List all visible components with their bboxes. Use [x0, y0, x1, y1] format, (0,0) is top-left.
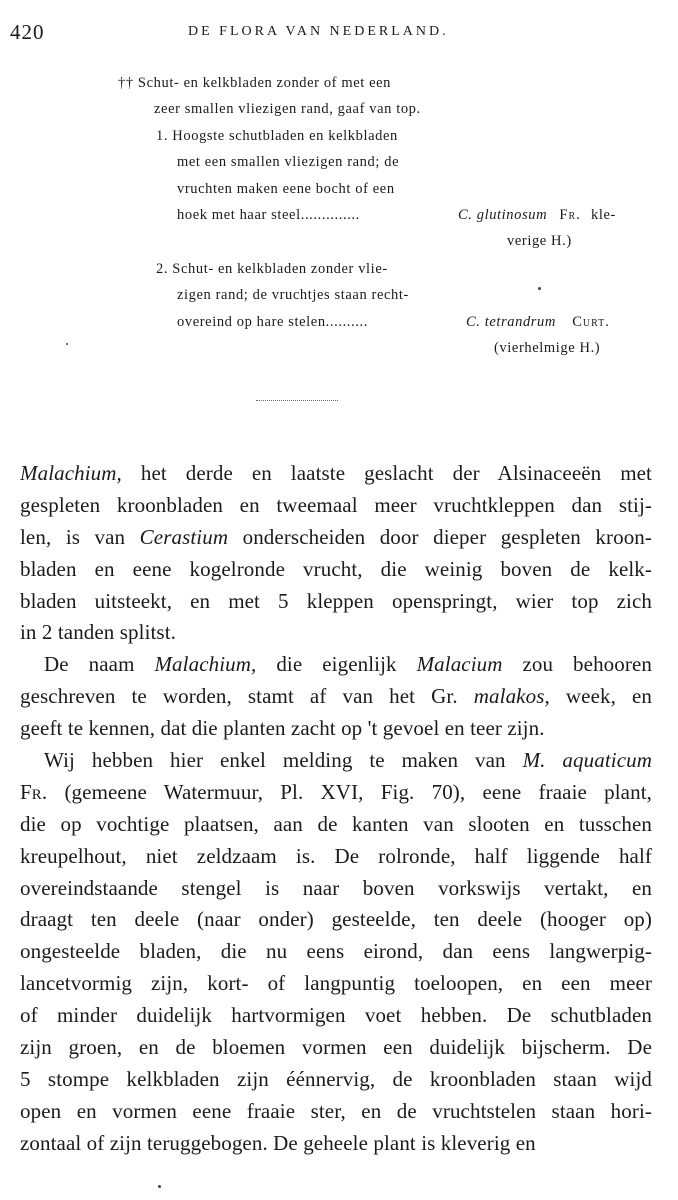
text-run: De naam [44, 652, 155, 677]
text-run: het derde en laatste geslacht der Alsinaceeën met [121, 461, 652, 485]
text-run: lancetvormig zijn, kort- of langpuntig toeloopen, en een meer [20, 971, 652, 996]
text-run: geeft te kennen, dat die planten zacht op 't gevoel en teer zijn. [20, 716, 545, 741]
text-run: zou behooren [502, 652, 652, 677]
text-run: die eigenlijk [256, 652, 417, 677]
text-run: geschreven te worden, stamt af van het Gr. [20, 684, 474, 709]
text-run: 5 stompe kelkbladen zijn éénnervig, de kroonbladen staan wijd [20, 1066, 652, 1091]
text-line [20, 968, 652, 1000]
page-number: 420 [10, 20, 45, 44]
text-run: week, en [549, 684, 652, 709]
text-line [20, 1064, 652, 1096]
italic-term: M. aquaticum [522, 748, 652, 773]
text-line [20, 649, 652, 681]
key-line: hoek met haar steel.............. [177, 207, 360, 223]
text-run: len, is van [20, 524, 140, 549]
text-line [20, 458, 652, 490]
text-line [20, 904, 652, 936]
italic-term: Malachium, [20, 461, 122, 485]
text-line [20, 873, 652, 905]
text-run: onderscheiden door dieper gespleten kroon- [228, 524, 652, 549]
text-line [20, 809, 652, 841]
text-run: in 2 tanden splitst. [20, 620, 176, 645]
italic-term: Cerastium [139, 524, 229, 549]
text-line [20, 1000, 652, 1032]
text-run: of minder duidelijk hartvormigen voet hebben. De schutbladen [20, 1003, 652, 1028]
body-text [20, 458, 652, 1160]
key-species-name: C. tetrandrum Curt. [466, 314, 610, 330]
key-line: overeind op hare stelen.......... [177, 314, 368, 330]
key-line: zigen rand; de vruchtjes staan recht- [177, 287, 409, 303]
text-run: overeindstaande stengel is naar boven vorkswijs vertakt, en [20, 875, 652, 900]
key-line: 2. Schut- en kelkbladen zonder vlie- [156, 261, 388, 277]
key-vernacular-name: verige H.) [507, 233, 572, 249]
text-run: zontaal of zijn teruggebogen. De geheele plant is kleverig en [20, 1130, 536, 1155]
text-line [20, 522, 652, 554]
text-line [20, 936, 652, 968]
text-line [20, 586, 652, 618]
text-line [20, 777, 652, 809]
italic-term: Malacium [416, 652, 503, 677]
print-speck [66, 343, 68, 345]
key-line: met een smallen vliezigen rand; de [177, 154, 400, 170]
body-paragraph [20, 745, 652, 1160]
text-line [20, 554, 652, 586]
text-run: ongesteelde bladen, die nu eens eirond, dan eens langwerpig- [20, 939, 652, 964]
text-run: zijn groen, en de bloemen vormen een duidelijk bijscherm. De [20, 1035, 652, 1060]
key-line: 1. Hoogste schutbladen en kelkbladen [156, 128, 398, 144]
italic-term: malakos, [473, 684, 550, 709]
text-line [20, 745, 652, 777]
text-run: open en vormen eene fraaie ster, en de vruchtstelen staan hori- [20, 1098, 652, 1123]
text-run: draagt ten deele (naar onder) gesteelde, ten deele (hooger op) [20, 907, 652, 932]
text-run: Wij hebben hier enkel melding te maken van [44, 748, 523, 773]
italic-term: Malachium, [154, 652, 257, 677]
key-line: zeer smallen vliezigen rand, gaaf van top. [154, 101, 421, 117]
text-line [20, 841, 652, 873]
text-run: Fr. [20, 779, 48, 804]
text-run: bladen en eene kogelronde vrucht, die weinig boven de kelk- [20, 556, 652, 581]
running-title: DE FLORA VAN NEDERLAND. [188, 24, 449, 39]
text-line [20, 713, 652, 745]
text-run: gespleten kroonbladen en tweemaal meer vruchtkleppen dan stij- [20, 492, 652, 517]
text-run: kreupelhout, niet zeldzaam is. De rolronde, half liggende half [20, 843, 652, 868]
text-run: (gemeene Watermuur, Pl. XVI, Fig. 70), eene fraaie plant, [47, 779, 652, 804]
key-vernacular-name: (vierhelmige H.) [494, 340, 601, 356]
body-paragraph [20, 458, 652, 649]
text-line [20, 490, 652, 522]
section-divider [256, 400, 338, 401]
text-run: die op vochtige plaatsen, aan de kanten van slooten en tusschen [20, 811, 652, 836]
text-run: bladen uitsteekt, en met 5 kleppen openspringt, wier top zich [20, 588, 652, 613]
key-line: †† Schut- en kelkbladen zonder of met een [118, 75, 392, 91]
key-species-name: C. glutinosum Fr. kle- [458, 207, 616, 223]
text-line [20, 1128, 652, 1160]
text-line [20, 681, 652, 713]
print-speck [538, 287, 541, 290]
text-line [20, 1032, 652, 1064]
key-line: vruchten maken eene bocht of een [177, 181, 395, 197]
print-speck [158, 1185, 161, 1188]
body-paragraph [20, 649, 652, 745]
text-line [20, 617, 652, 649]
text-line [20, 1096, 652, 1128]
